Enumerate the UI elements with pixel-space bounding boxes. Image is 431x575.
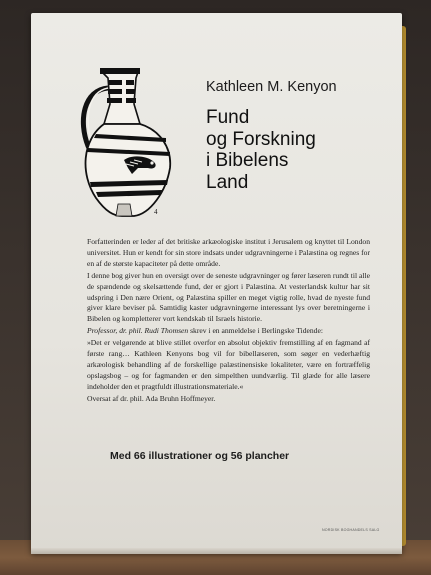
review-intro [87,326,370,337]
paragraph: I denne bog giver hun en oversigt over de seneste udgravninger og fører læseren rundt til alle de spændende og skelsættende fund, der er gjort i Palæstina. At vesterlandsk kultur har sit udspring i Den nære Orient, og Palæstina spiller en meget vigtig rolle, hvad de nyeste fund giver klare beviser på. Samtidig kaster udgravningerne interessant lys over beretningerne i Bibelen og kompletterer vort kendskab til Israels historie. [87,270,370,324]
reviewer-name: Professor, dr. phil. Rudi Thomsen [87,326,189,336]
paragraph: Forfatterinden er leder af det britiske arkæologiske institut i Jerusalem og knyttet til London universitet. Hun er kendt for sin store indsats under udgravningerne i Palæstina og regnes for en af de største kapaciteter på dette område. [87,237,370,268]
review-quote: »Det er velgørende at blive stillet overfor en absolut objektiv fremstilling af en fagmand af første rang… Kathleen Kenyons bog vil for bibellæseren, som søger en vederhæftig arkæologisk behandling af de forskellige palæstinensiske lokaliteter, være en fortræffelig opslagsbog – og for fagmanden er den simpelthen uundværlig. Til glæde for alle læsere indeholder den et pragtfuldt illustrationsmateriale.« [87,338,370,391]
title-line: i Bibelens [206,150,289,171]
illustrations-note: Med 66 illustrationer og 56 plancher [110,450,290,462]
figure-number: 4 [154,208,158,216]
blurb-text [87,237,370,406]
author-name: Kathleen M. Kenyon [206,79,337,95]
title-line: og Forskning [206,128,316,150]
book-title [206,107,316,193]
vase-illustration [74,64,182,222]
printer-imprint: NORDISK BOGHANDELS SALG [322,528,380,532]
review-intro-rest: skrev i en anmeldelse i Berlingske Tidende: [188,326,323,336]
book-page-edge [31,548,402,554]
translator-note: Oversat af dr. phil. Ada Bruhn Hoffmeyer. [87,393,216,403]
title-line: Fund [206,107,250,128]
title-line: Land [206,171,249,193]
